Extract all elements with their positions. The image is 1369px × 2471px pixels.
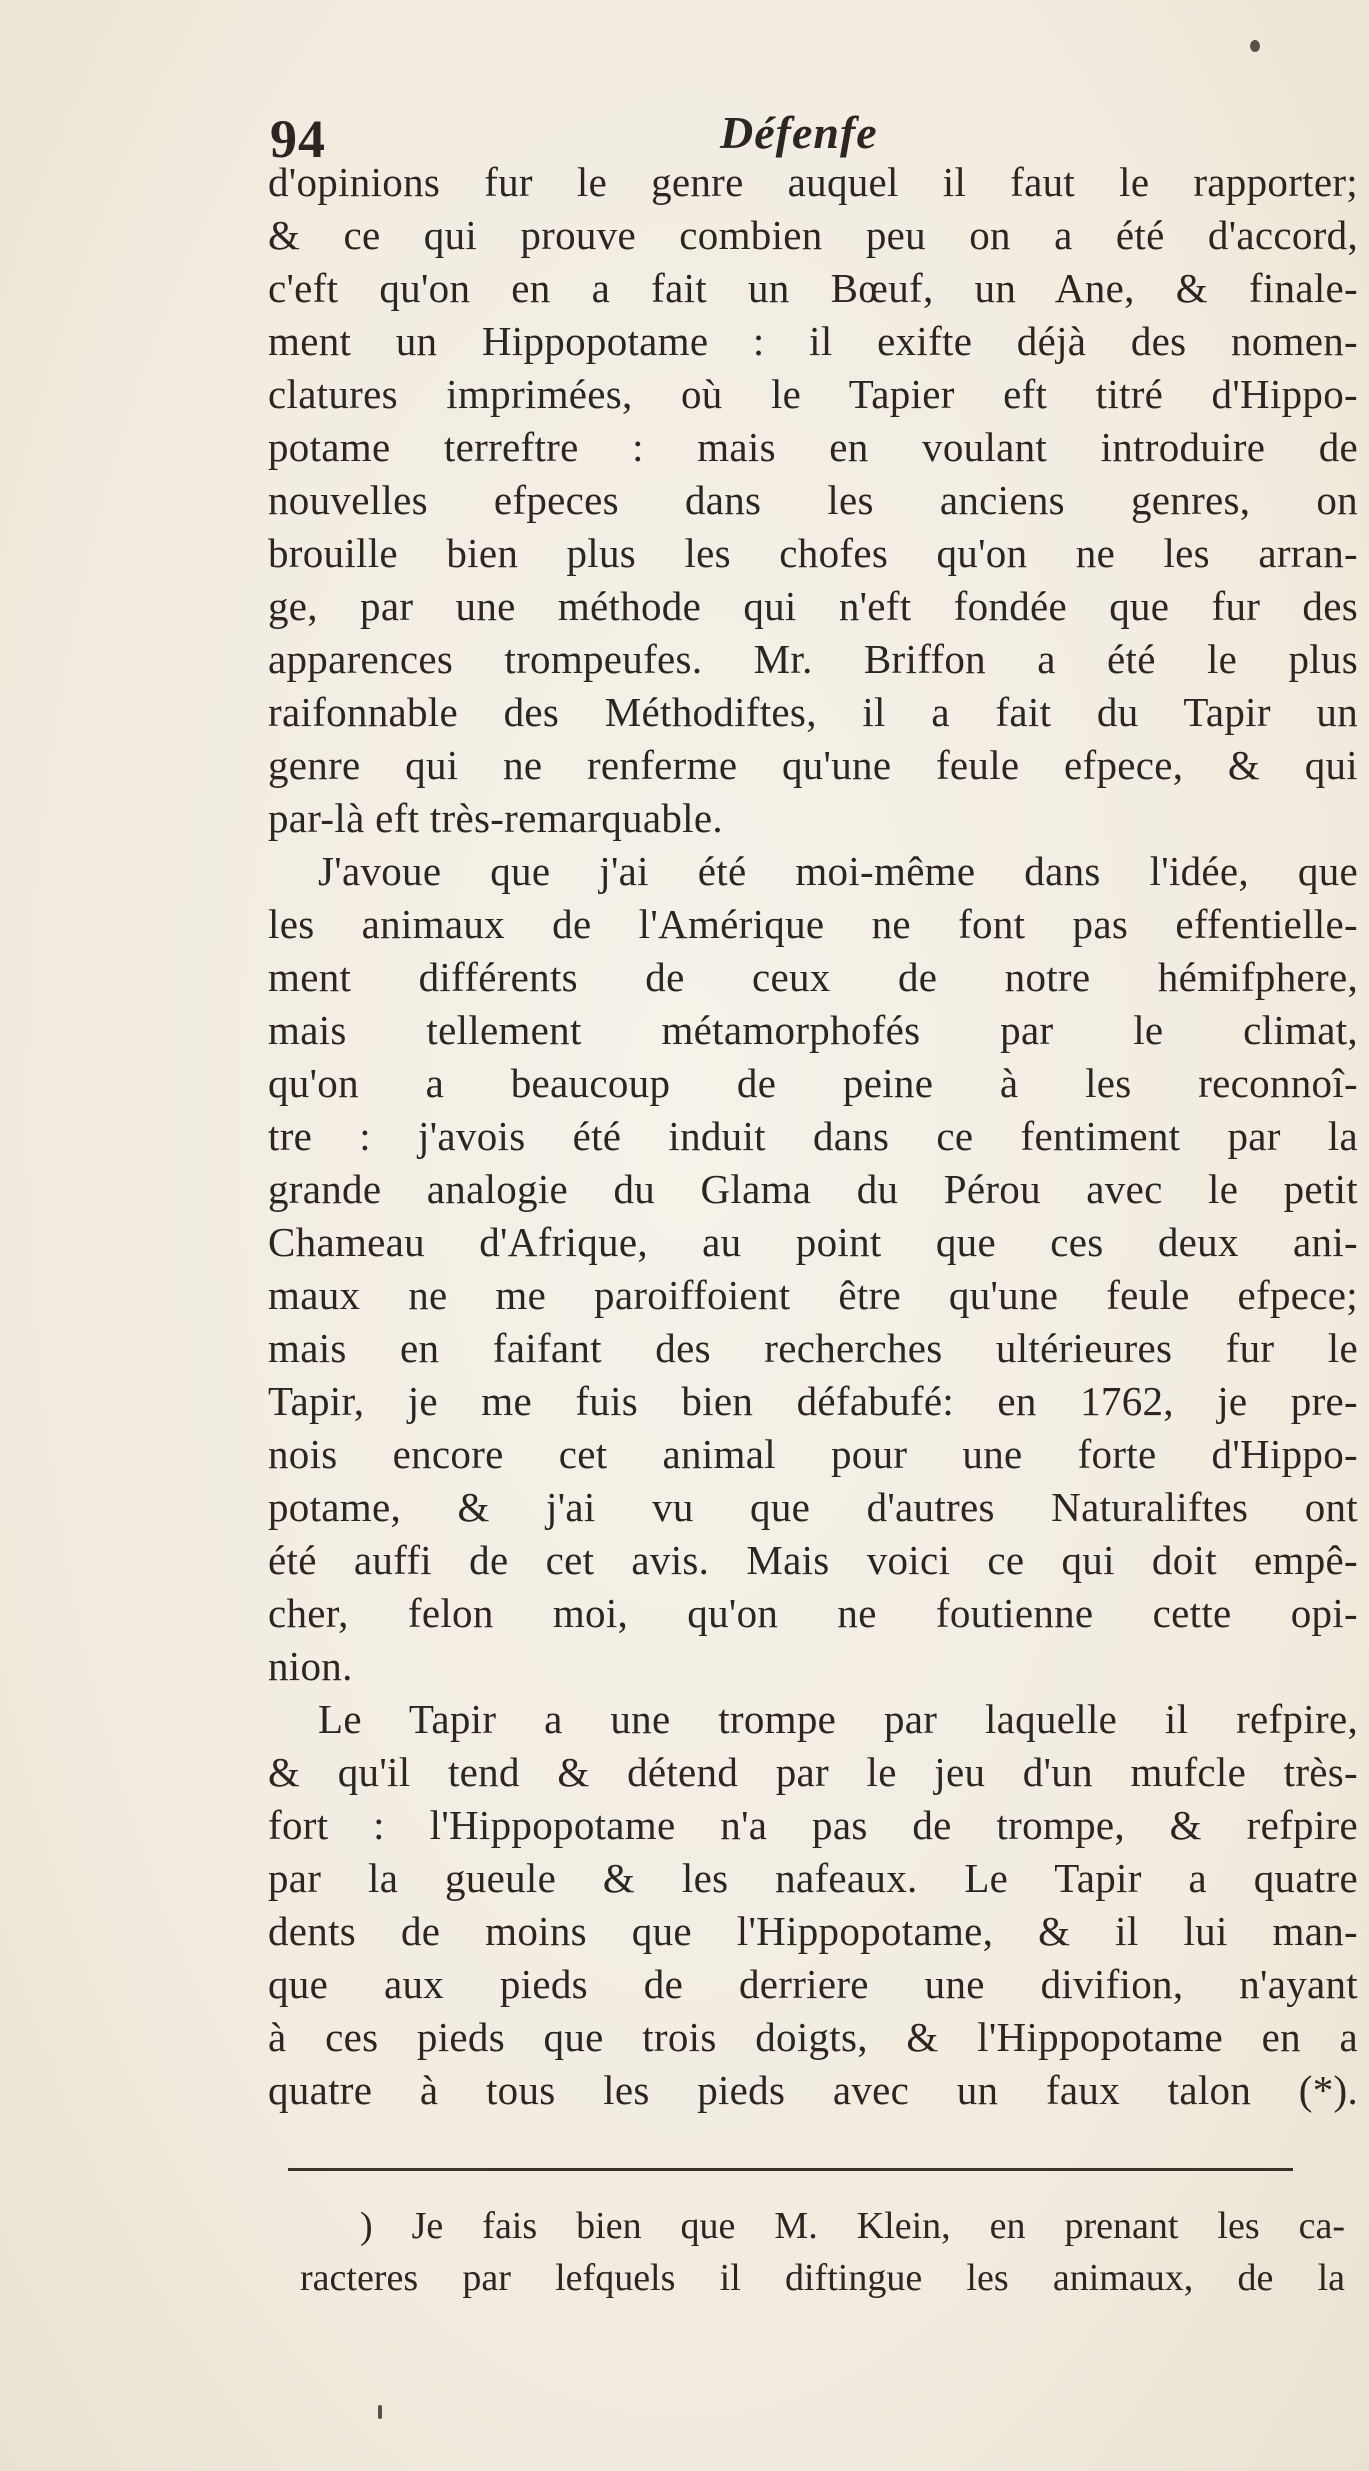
- text-line: potame terreftre : mais en voulant introduire de: [268, 424, 1358, 470]
- ink-speck: [1250, 40, 1260, 52]
- text-line: cher, felon moi, qu'on ne foutienne cette opi-: [268, 1590, 1358, 1636]
- footnote-line: racteres par lefquels il diftingue les animaux, de la: [300, 2257, 1345, 2299]
- text-line: apparences trompeufes. Mr. Briffon a été le plus: [268, 636, 1358, 682]
- text-line: fort : l'Hippopotame n'a pas de trompe, & refpire: [268, 1802, 1358, 1848]
- ink-speck: [378, 2405, 382, 2419]
- text-line: d'opinions fur le genre auquel il faut le rapporter;: [268, 159, 1358, 205]
- text-line: mais tellement métamorphofés par le climat,: [268, 1007, 1358, 1053]
- text-line: dents de moins que l'Hippopotame, & il lui man-: [268, 1908, 1358, 1954]
- text-line: quatre à tous les pieds avec un faux talon (*).: [268, 2067, 1358, 2113]
- footnote-rule: [288, 2168, 1293, 2171]
- page-number: 94: [270, 109, 326, 169]
- text-line: nion.: [268, 1643, 353, 1689]
- text-line: & ce qui prouve combien peu on a été d'accord,: [268, 212, 1358, 258]
- text-line: tre : j'avois été induit dans ce fentiment par la: [268, 1113, 1358, 1159]
- text-line: nouvelles efpeces dans les anciens genres, on: [268, 477, 1358, 523]
- text-line: brouille bien plus les chofes qu'on ne les arran-: [268, 530, 1358, 576]
- footnote-line: ) Je fais bien que M. Klein, en prenant les ca-: [360, 2205, 1345, 2247]
- text-line: & qu'il tend & détend par le jeu d'un mufcle très-: [268, 1749, 1358, 1795]
- text-line: par-là eft très-remarquable.: [268, 795, 723, 841]
- text-line: genre qui ne renferme qu'une feule efpece, & qui: [268, 742, 1358, 788]
- text-line: raifonnable des Méthodiftes, il a fait du Tapir un: [268, 689, 1358, 735]
- body-text: [268, 156, 1358, 2117]
- text-line: mais en faifant des recherches ultérieures fur le: [268, 1325, 1358, 1371]
- text-line: grande analogie du Glama du Pérou avec le petit: [268, 1166, 1358, 1212]
- text-line: c'eft qu'on en a fait un Bœuf, un Ane, & finale-: [268, 265, 1358, 311]
- text-line: ge, par une méthode qui n'eft fondée que fur des: [268, 583, 1358, 629]
- running-title: Défenfe: [720, 107, 878, 158]
- text-line: par la gueule & les nafeaux. Le Tapir a quatre: [268, 1855, 1358, 1901]
- text-line: ment un Hippopotame : il exifte déjà des nomen-: [268, 318, 1358, 364]
- text-line: Le Tapir a une trompe par laquelle il refpire,: [318, 1696, 1358, 1742]
- text-line: Chameau d'Afrique, au point que ces deux ani-: [268, 1219, 1358, 1265]
- text-line: ment différents de ceux de notre hémifphere,: [268, 954, 1358, 1000]
- text-line: maux ne me paroiffoient être qu'une feule efpece;: [268, 1272, 1358, 1318]
- footnote: [300, 2200, 1345, 2304]
- text-line: que aux pieds de derriere une divifion, n'ayant: [268, 1961, 1358, 2007]
- text-line: été auffi de cet avis. Mais voici ce qui doit empê-: [268, 1537, 1358, 1583]
- text-line: potame, & j'ai vu que d'autres Naturaliftes ont: [268, 1484, 1358, 1530]
- text-line: clatures imprimées, où le Tapier eft titré d'Hippo-: [268, 371, 1358, 417]
- text-line: nois encore cet animal pour une forte d'Hippo-: [268, 1431, 1358, 1477]
- text-line: les animaux de l'Amérique ne font pas effentielle-: [268, 901, 1358, 947]
- text-line: à ces pieds que trois doigts, & l'Hippopotame en a: [268, 2014, 1358, 2060]
- text-line: qu'on a beaucoup de peine à les reconnoî-: [268, 1060, 1358, 1106]
- text-line: J'avoue que j'ai été moi-même dans l'idée, que: [318, 848, 1358, 894]
- text-line: Tapir, je me fuis bien défabufé: en 1762, je pre-: [268, 1378, 1358, 1424]
